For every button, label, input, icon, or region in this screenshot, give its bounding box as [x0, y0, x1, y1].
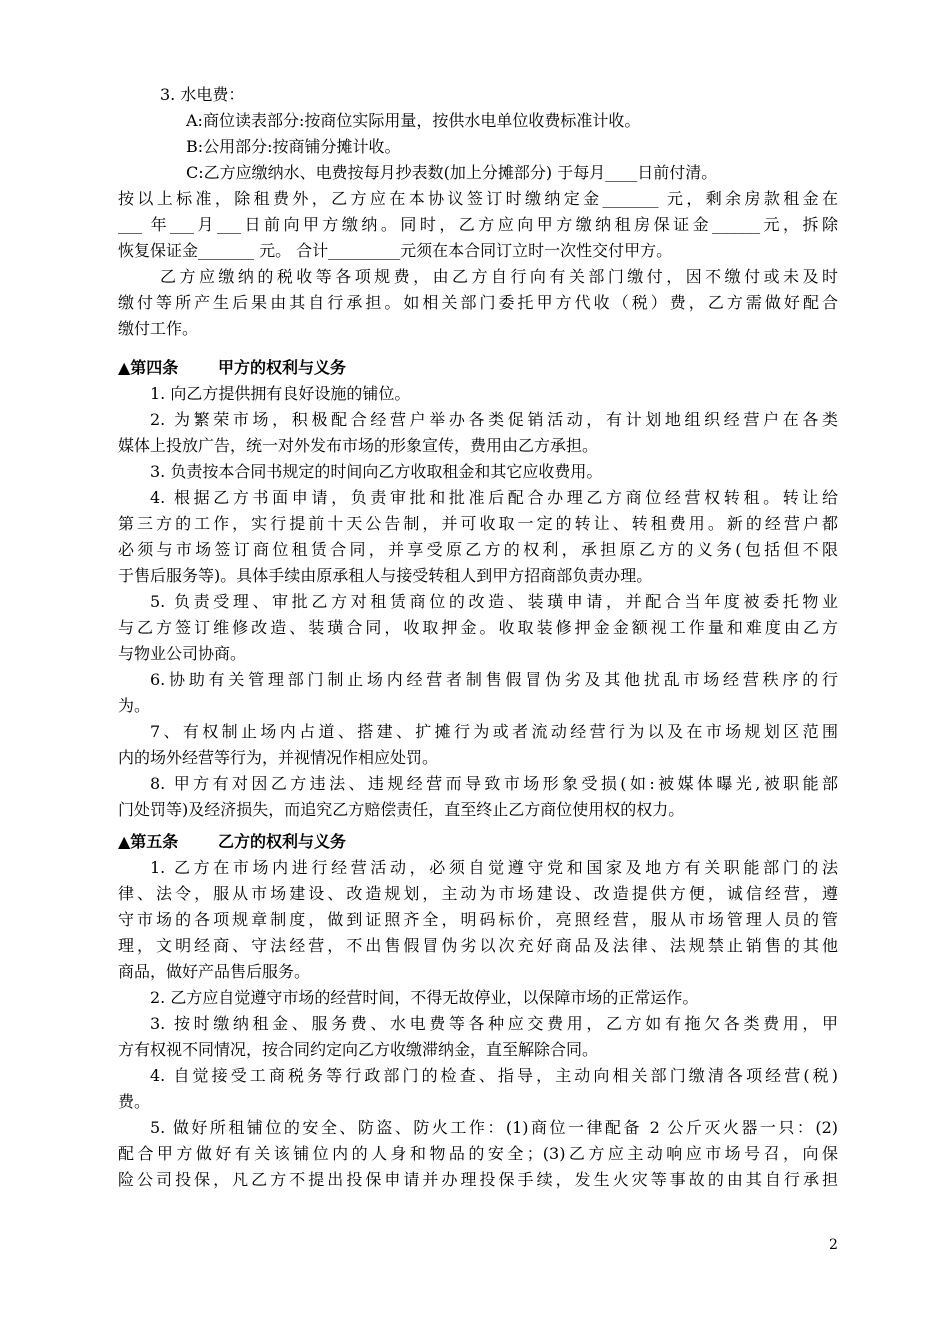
text-line: 3. 负责按本合同书规定的时间向乙方收取租金和其它应收费用。 [150, 462, 603, 481]
text-line: 5. 负责受理、审批乙方对租赁商位的改造、装璜申请，并配合当年度被委托物业 [150, 592, 838, 611]
text-line: 律、法令，服从市场建设、改造规划，主动为市场建设、改造提供方便，诚信经营，遵 [118, 884, 838, 903]
article-title: 甲方的权利与义务 [218, 358, 347, 377]
text-line: 4. 根据乙方书面申请，负责审批和批准后配合办理乙方商位经营权转租。转让给 [150, 488, 838, 507]
text-line: 于售后服务等)。具体手续由原承租人与接受转租人到甲方招商部负责办理。 [118, 566, 653, 585]
text-line: 为。 [118, 696, 151, 715]
article-number: ▲第五条 [118, 832, 179, 851]
text-line: 7、有权制止场内占道、搭建、扩摊行为或者流动经营行为以及在市场规划区范围 [150, 722, 838, 741]
text-line: 理，文明经商、守法经营，不出售假冒伪劣以次充好商品及法律、法规禁止销售的其他 [118, 936, 838, 955]
text-line: 缴付工作。 [118, 319, 199, 338]
text-line: 险公司投保，凡乙方不提出投保申请并办理投保手续，发生火灾等事故的由其自行承担 [118, 1170, 838, 1189]
text-line: 3. 按时缴纳租金、服务费、水电费等各种应交费用，乙方如有拖欠各类费用，甲 [150, 1014, 838, 1033]
text-line: 3. 水电费： [160, 85, 245, 104]
text-line: 1. 向乙方提供拥有良好设施的铺位。 [150, 384, 411, 403]
text-line: 6.协助有关管理部门制止场内经营者制售假冒伪劣及其他扰乱市场经营秩序的行 [150, 670, 838, 689]
text-line: 媒体上投放广告，统一对外发布市场的形象宣传，费用由乙方承担。 [118, 436, 599, 455]
text-line: B:公用部分:按商铺分摊计收。 [186, 137, 401, 156]
text-line: 2. 为繁荣市场，积极配合经营户举办各类促销活动，有计划地组织经营户在各类 [150, 410, 838, 429]
text-line: 4. 自觉接受工商税务等行政部门的检查、指导，主动向相关部门缴清各项经营(税) [150, 1066, 838, 1085]
text-line: 8. 甲方有对因乙方违法、违规经营而导致市场形象受损(如:被媒体曝光,被职能部 [150, 774, 838, 793]
article-title: 乙方的权利与义务 [218, 832, 347, 851]
text-line: 方有权视不同情况，按合同约定向乙方收缴滞纳金，直至解除合同。 [118, 1040, 599, 1059]
text-line: 缴付等所产生后果由其自行承担。如相关部门委托甲方代收（税）费，乙方需做好配合 [118, 293, 838, 312]
text-line: 配合甲方做好有关该铺位内的人身和物品的安全；(3)乙方应主动响应市场号召，向保 [118, 1144, 838, 1163]
text-line: 门处罚等)及经济损失，而追究乙方赔偿责任，直至终止乙方商位使用权的权力。 [118, 800, 685, 819]
text-line: 费。 [118, 1092, 151, 1111]
text-line: ___ 年___月___日前向甲方缴纳。同时，乙方应向甲方缴纳租房保证金______元，拆除 [118, 215, 838, 234]
text-line: 按以上标准，除租费外，乙方应在本协议签订时缴纳定金_______ 元，剩余房款租金在 [118, 189, 838, 208]
text-line: 乙方应缴纳的税收等各项规费，由乙方自行向有关部门缴付，因不缴付或未及时 [160, 267, 838, 286]
page-number: 2 [829, 1237, 838, 1253]
text-line: 5. 做好所租铺位的安全、防盗、防火工作：(1)商位一律配备 2 公斤灭火器一只：(2) [150, 1118, 838, 1137]
text-line: 与乙方签订维修改造、装璜合同，收取押金。收取装修押金金额视工作量和难度由乙方 [118, 618, 838, 637]
text-line: 恢复保证金_______ 元。 合计_________元须在本合同订立时一次性交付甲方。 [118, 241, 673, 260]
text-line: 第三方的工作，实行提前十天公告制，并可收取一定的转让、转租费用。新的经营户都 [118, 514, 838, 533]
article-number: ▲第四条 [118, 358, 179, 377]
article-4-heading [118, 355, 346, 381]
text-line: C:乙方应缴纳水、电费按每月抄表数(加上分摊部分) 于每月____日前付清。 [186, 163, 718, 182]
text-line: 与物业公司协商。 [118, 644, 247, 663]
text-line: 1. 乙方在市场内进行经营活动，必须自觉遵守党和国家及地方有关职能部门的法 [150, 858, 838, 877]
article-5-heading [118, 829, 346, 855]
text-line: 内的场外经营等行为，并视情况作相应处罚。 [118, 748, 439, 767]
text-line: 商品，做好产品售后服务。 [118, 962, 311, 981]
text-line: 2. 乙方应自觉遵守市场的经营时间，不得无故停业，以保障市场的正常运作。 [150, 988, 699, 1007]
text-line: A:商位读表部分:按商位实际用量，按供水电单位收费标准计收。 [186, 111, 641, 130]
text-line: 守市场的各项规章制度，做到证照齐全，明码标价，亮照经营，服从市场管理人员的管 [118, 910, 838, 929]
text-line: 必须与市场签订商位租赁合同，并享受原乙方的权利，承担原乙方的义务(包括但不限 [118, 540, 838, 559]
